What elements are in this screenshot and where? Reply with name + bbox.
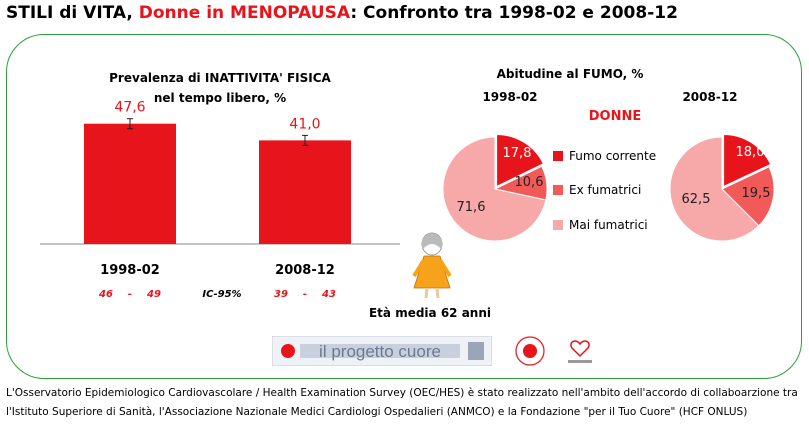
ci-sep-1998-02: - [127, 289, 133, 300]
ci-low-1998-02: 46 [99, 289, 113, 300]
bar-value-label-1998-02: 47,6 [114, 99, 146, 116]
pie-value-label-1998-02-0: 17,8 [502, 146, 532, 161]
pie-value-label-2008-12-0: 18,0 [735, 145, 765, 160]
pie-chart-title: Abitudine al FUMO, % [496, 67, 644, 81]
title-part-1: STILI di VITA, [6, 3, 139, 23]
pie-value-label-2008-12-2: 62,5 [681, 192, 711, 207]
bar-chart-title-line-1: Prevalenza di INATTIVITA' FISICA [109, 71, 331, 85]
pie-value-label-1998-02-1: 10,6 [514, 175, 544, 190]
legend-label-ex: Ex fumatrici [569, 183, 642, 197]
ci-low-2008-12: 39 [274, 289, 288, 300]
ci-sep-2008-12: - [302, 289, 308, 300]
ci-label: IC-95% [202, 289, 242, 300]
pie-value-label-1998-02-2: 71,6 [456, 200, 486, 215]
bar-category-label-1998-02: 1998-02 [100, 263, 160, 278]
partner-logos [510, 334, 620, 368]
anmco-logo-icon [516, 337, 544, 365]
title-part-2: Donne in MENOPAUSA [138, 3, 351, 23]
footer-line-2: l'Istituto Superiore di Sanità, l'Associazione Nazionale Medici Cardiologi Ospedalieri (ANMCO) e la Fondazione "per il Tuo Cuore" (HCF ONLUS) [6, 406, 748, 418]
bar-value-label-2008-12: 41,0 [289, 116, 321, 133]
legend-label-never: Mai fumatrici [569, 218, 648, 232]
age-note: Età media 62 anni [368, 306, 491, 320]
pie-group-label: DONNE [588, 109, 642, 124]
progetto-cuore-logo [272, 336, 492, 366]
ci-high-1998-02: 49 [147, 289, 161, 300]
bar-category-label-2008-12: 2008-12 [275, 263, 335, 278]
ci-high-2008-12: 43 [322, 289, 336, 300]
bar-chart-title-line-2: nel tempo libero, % [153, 91, 287, 105]
logo-text: il progetto cuore [319, 342, 441, 361]
pie-label-1998: 1998-02 [482, 90, 538, 104]
pie-label-2008: 2008-12 [682, 90, 738, 104]
pie-value-label-2008-12-1: 19,5 [741, 186, 771, 201]
title-part-3: : Confronto tra 1998-02 e 2008-12 [350, 3, 678, 23]
per-il-tuo-cuore-logo-icon [568, 341, 592, 363]
legend-label-current: Fumo corrente [569, 149, 657, 163]
footer-line-1: L'Osservatorio Epidemiologico Cardiovascolare / Health Examination Survey (OEC/HES) è stato realizzato nell'ambito dell'accordo di collaboarzione tra [6, 387, 798, 399]
woman-figure-icon [414, 233, 450, 298]
